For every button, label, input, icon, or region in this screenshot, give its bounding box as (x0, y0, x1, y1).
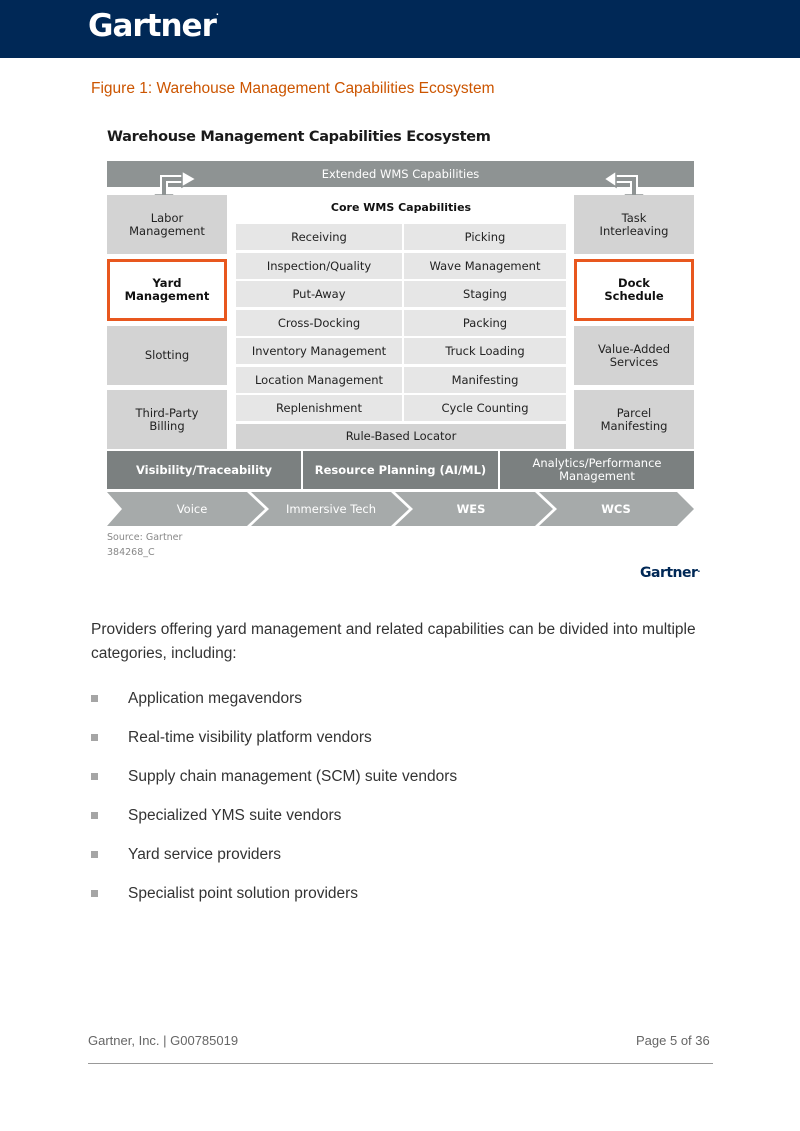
gartner-logo-small: Gartner. (640, 565, 700, 581)
core-cell: Cross-Docking (236, 310, 402, 336)
gartner-logo: Gartner. (88, 8, 218, 44)
core-cell: Manifesting (404, 367, 566, 393)
bullet-icon (91, 734, 98, 741)
body-paragraph: Providers offering yard management and related capabilities can be divided into multiple categories, including: (91, 621, 696, 662)
visibility-traceability-box: Visibility/Traceability (107, 451, 301, 489)
bullet-icon (91, 773, 98, 780)
analytics-performance-box: Analytics/Performance Management (500, 451, 694, 489)
chevron-label: Voice (176, 502, 208, 516)
bullet-icon (91, 890, 98, 897)
core-cell: Location Management (236, 367, 402, 393)
extended-wms-bar: Extended WMS Capabilities (107, 161, 694, 187)
footer-divider (88, 1063, 713, 1064)
chevron-label: WCS (601, 502, 631, 516)
bullet-icon (91, 851, 98, 858)
core-cell: Put-Away (236, 281, 402, 307)
core-cell: Truck Loading (404, 338, 566, 364)
bullet-icon (91, 695, 98, 702)
core-cell: Replenishment (236, 395, 402, 421)
figure-code: 384268_C (107, 547, 155, 558)
labor-management-box: Labor Management (107, 195, 227, 254)
page-header (0, 0, 800, 58)
core-cell: Cycle Counting (404, 395, 566, 421)
core-cell: Staging (404, 281, 566, 307)
core-cell: Packing (404, 310, 566, 336)
page-number: Page 5 of 36 (636, 1033, 710, 1048)
footer-left: Gartner, Inc. | G00785019 (88, 1033, 239, 1048)
figure-caption: Figure 1: Warehouse Management Capabilities Ecosystem (91, 80, 495, 97)
core-wms-title: Core WMS Capabilities (330, 201, 472, 214)
slotting-box: Slotting (107, 326, 227, 385)
core-cell: Picking (404, 224, 566, 250)
dock-schedule-box: Dock Schedule (574, 259, 694, 321)
parcel-manifesting-box: Parcel Manifesting (574, 390, 694, 449)
third-party-billing-box: Third-Party Billing (107, 390, 227, 449)
chevron-label: Immersive Tech (285, 502, 377, 516)
core-cell: Receiving (236, 224, 402, 250)
core-cell: Inspection/Quality (236, 253, 402, 279)
task-interleaving-box: Task Interleaving (574, 195, 694, 254)
diagram-title: Warehouse Management Capabilities Ecosystem (107, 129, 491, 145)
core-cell: Inventory Management (236, 338, 402, 364)
yard-management-box: Yard Management (107, 259, 227, 321)
resource-planning-box: Resource Planning (AI/ML) (303, 451, 498, 489)
bullet-icon (91, 812, 98, 819)
rule-based-locator-box: Rule-Based Locator (236, 424, 566, 449)
core-cell: Wave Management (404, 253, 566, 279)
figure-source: Source: Gartner (107, 532, 183, 543)
value-added-services-box: Value-Added Services (574, 326, 694, 385)
chevron-label: WES (456, 502, 486, 516)
